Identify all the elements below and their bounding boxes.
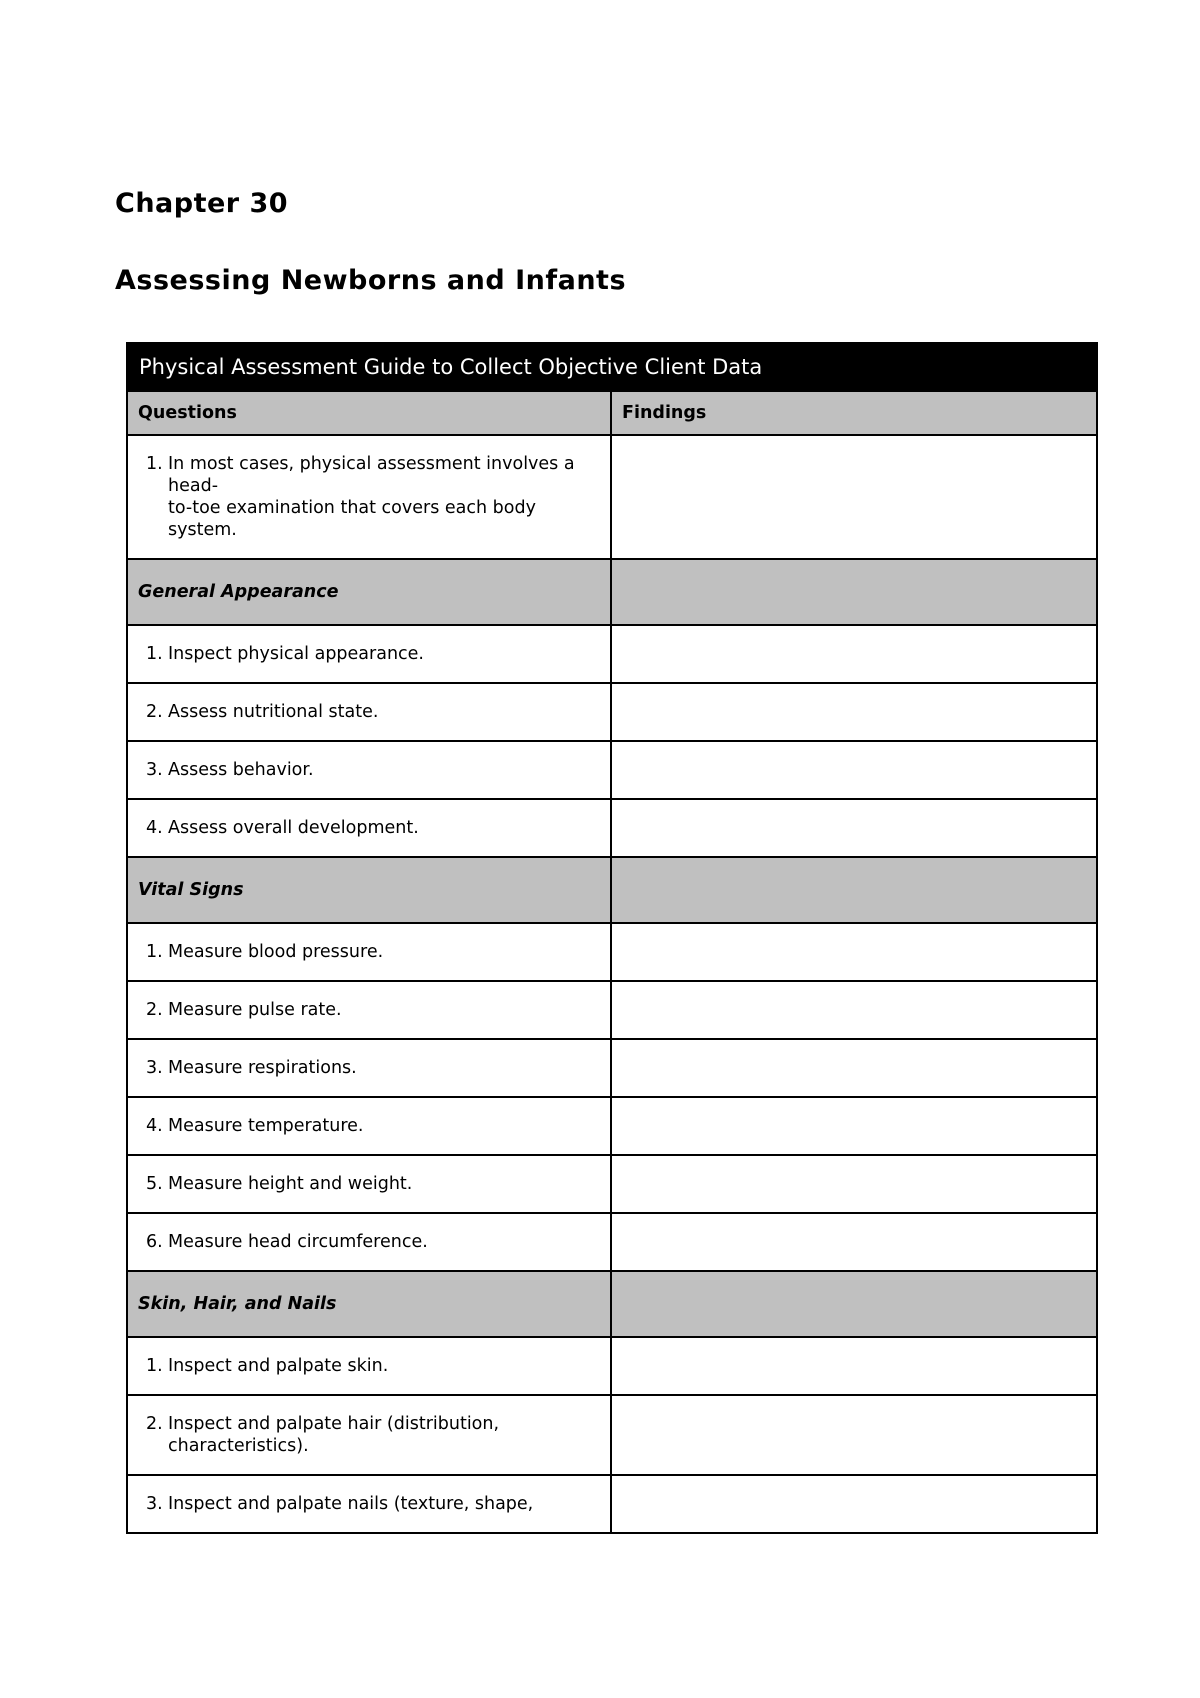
findings-cell[interactable]	[611, 1395, 1097, 1475]
chapter-title: Assessing Newborns and Infants	[115, 265, 627, 296]
chapter-heading: Chapter 30	[115, 188, 289, 219]
table-row	[127, 923, 1097, 981]
question-text: Measure blood pressure.	[168, 942, 384, 962]
question-text: to-toe examination that covers each body system.	[168, 498, 536, 540]
questions-header: Questions	[127, 391, 611, 435]
item-number: 1.	[146, 1356, 163, 1376]
question-text: Inspect and palpate skin.	[168, 1356, 389, 1376]
question-cell	[127, 799, 611, 857]
question-cell	[127, 435, 611, 559]
item-number: 3.	[146, 1494, 163, 1514]
question-cell	[127, 1337, 611, 1395]
question-text: Assess behavior.	[168, 760, 314, 780]
question-cell	[127, 1097, 611, 1155]
table-header-row	[127, 391, 1097, 435]
findings-cell[interactable]	[611, 683, 1097, 741]
findings-cell[interactable]	[611, 981, 1097, 1039]
section-findings-cell	[611, 559, 1097, 625]
findings-cell[interactable]	[611, 1039, 1097, 1097]
question-cell	[127, 923, 611, 981]
question-cell	[127, 1213, 611, 1271]
item-number: 1.	[146, 644, 163, 664]
question-cell	[127, 1475, 611, 1533]
question-text: Measure pulse rate.	[168, 1000, 342, 1020]
section-title: Skin, Hair, and Nails	[127, 1271, 611, 1337]
table-row	[127, 625, 1097, 683]
section-row	[127, 559, 1097, 625]
table-row	[127, 981, 1097, 1039]
question-text: Measure respirations.	[168, 1058, 357, 1078]
section-row	[127, 857, 1097, 923]
question-cell	[127, 741, 611, 799]
question-text: Assess overall development.	[168, 818, 419, 838]
section-findings-cell	[611, 1271, 1097, 1337]
item-number: 2.	[146, 1000, 163, 1020]
section-findings-cell	[611, 857, 1097, 923]
table-row	[127, 1337, 1097, 1395]
table-row	[127, 1395, 1097, 1475]
section-title: General Appearance	[127, 559, 611, 625]
table-title: Physical Assessment Guide to Collect Objective Client Data	[127, 343, 1097, 391]
question-cell	[127, 1395, 611, 1475]
section-row	[127, 1271, 1097, 1337]
question-cell	[127, 1039, 611, 1097]
table-row	[127, 683, 1097, 741]
question-text: Inspect and palpate nails (texture, shape,	[168, 1494, 534, 1514]
question-text: Measure temperature.	[168, 1116, 364, 1136]
table-row	[127, 1475, 1097, 1533]
table-row	[127, 799, 1097, 857]
findings-cell[interactable]	[611, 741, 1097, 799]
table-row	[127, 1213, 1097, 1271]
findings-cell[interactable]	[611, 435, 1097, 559]
section-title: Vital Signs	[127, 857, 611, 923]
question-cell	[127, 625, 611, 683]
item-number: 3.	[146, 760, 163, 780]
findings-cell[interactable]	[611, 1337, 1097, 1395]
table-row	[127, 1155, 1097, 1213]
table-row	[127, 435, 1097, 559]
item-number: 4.	[146, 1116, 163, 1136]
table-title-row	[127, 343, 1097, 391]
findings-cell[interactable]	[611, 1213, 1097, 1271]
item-number: 2.	[146, 1414, 163, 1434]
item-number: 6.	[146, 1232, 163, 1252]
question-cell	[127, 683, 611, 741]
question-text: Inspect and palpate hair (distribution, characteristics).	[168, 1414, 500, 1456]
findings-cell[interactable]	[611, 799, 1097, 857]
question-cell	[127, 1155, 611, 1213]
findings-cell[interactable]	[611, 1475, 1097, 1533]
item-number: 5.	[146, 1174, 163, 1194]
table-row	[127, 741, 1097, 799]
item-number: 1.	[146, 942, 163, 962]
table-row	[127, 1039, 1097, 1097]
item-number: 1.	[146, 454, 163, 474]
question-text: Measure height and weight.	[168, 1174, 413, 1194]
question-text: In most cases, physical assessment involves a head-	[168, 454, 575, 496]
question-text: Measure head circumference.	[168, 1232, 428, 1252]
findings-cell[interactable]	[611, 625, 1097, 683]
assessment-guide-table	[126, 342, 1098, 1534]
findings-cell[interactable]	[611, 1155, 1097, 1213]
question-text: Inspect physical appearance.	[168, 644, 424, 664]
question-cell	[127, 981, 611, 1039]
findings-cell[interactable]	[611, 1097, 1097, 1155]
item-number: 4.	[146, 818, 163, 838]
findings-header: Findings	[611, 391, 1097, 435]
question-text: Assess nutritional state.	[168, 702, 379, 722]
table-row	[127, 1097, 1097, 1155]
findings-cell[interactable]	[611, 923, 1097, 981]
item-number: 2.	[146, 702, 163, 722]
item-number: 3.	[146, 1058, 163, 1078]
